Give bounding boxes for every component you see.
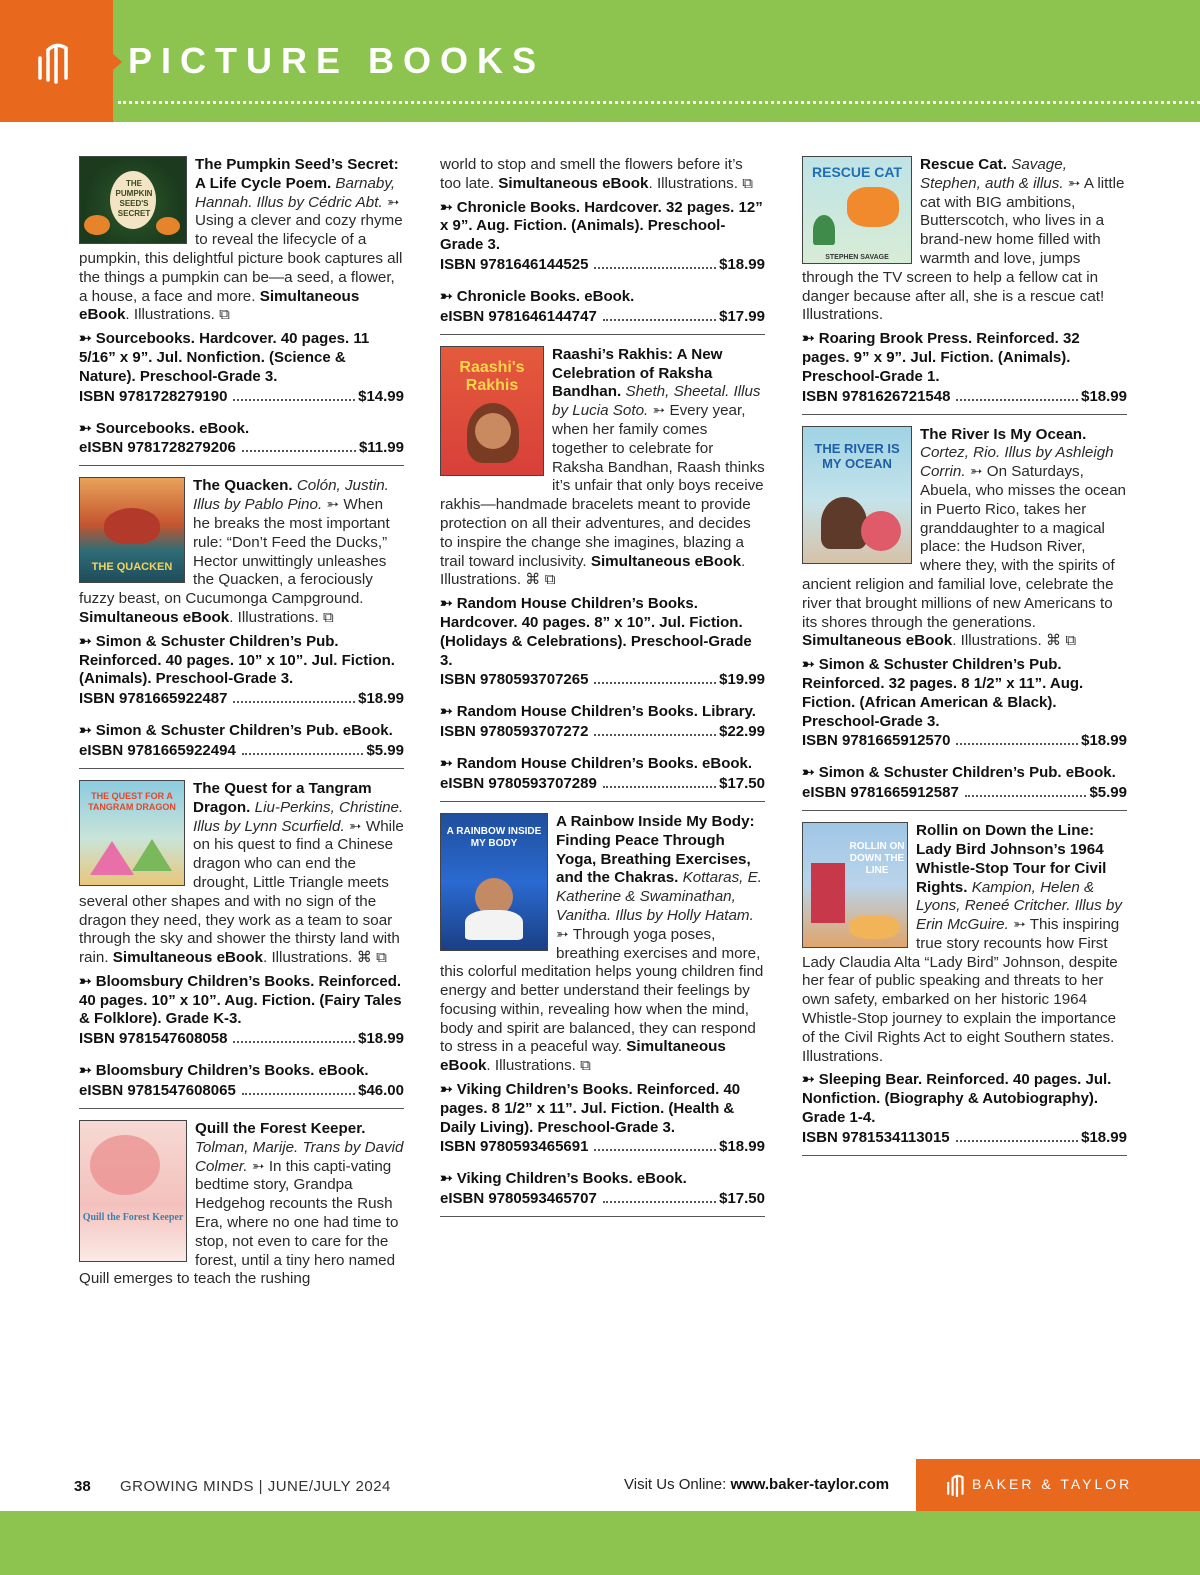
edition-info: ➳ Bloomsbury Children’s Books. eBook. — [79, 1062, 369, 1080]
book-description: While on his quest to find a Chinese dragon who can end the drought, Little Triangle meets several other shapes and with no sign of the dragon they need, they work as a team to soar through the sky and shower the thirsty land with rain. — [79, 817, 404, 967]
audio-format-icon: ⌘ — [525, 571, 541, 589]
arrow-icon: ➳ — [652, 402, 666, 420]
baker-taylor-logo — [916, 1459, 1200, 1511]
arrow-icon: ➳ — [440, 595, 457, 613]
arrow-icon: ➳ — [1067, 174, 1081, 192]
book-description: On Saturdays, Abuela, who misses the ocean in Puerto Rico, takes her granddaughter to a magical place: the Hudson River, where they, with the spirits of ancient religion and familial love, celebrate the river that brought millions of new Americans to its shores through the generations. — [802, 463, 1126, 631]
book-entry-river: THE RIVER IS MY OCEAN The River Is My Ocean. Cortez, Rio. Illus by Ashleigh Corrin. ➳ On Saturdays, Abuela, who misses the ocean in Puerto Rico, takes her granddaughter to a magical place: the Hudson River, where they, with the spirits of ancient religion and familial love, celebrate the river that brought millions of new Americans to its shores through the generations. Simultaneous eBook. Illustrations. ⌘ ⧉ ➳ Simon & Schuster Children’s Pub. Reinforced. 32 pages. 8 1/2” x 11”. Aug. Fiction. (African American & Black). Preschool-Grade 3. ISBN 9781665912570 $18.99 ➳ Simon & Schuster Children’s Pub. eBook. eISBN 9781665912587 $5.99 — [802, 426, 1127, 812]
book-format-icon: ⧉ — [219, 306, 230, 324]
book-entry-tangram: THE QUEST FOR A TANGRAM DRAGON The Quest for a Tangram Dragon. Liu-Perkins, Christine. Illus by Lynn Scurfield. ➳ While on his quest to find a Chinese dragon who can end the drought, Little Triangle meets several other shapes and with no sign of the dragon they need, they work as a team to soar through the sky and shower the thirsty land with rain. Simultaneous eBook. Illustrations. ⌘ ⧉ ➳ Bloomsbury Children’s Books. Reinforced. 40 pages. 10” x 10”. Aug. Fiction. (Fairy Tales & Folklore). Grade K-3. ISBN 9781547608058 $18.99 ➳ Bloomsbury Children’s Books. eBook. eISBN 9781547608065 $46.00 — [79, 780, 404, 1109]
book-format-icon: ⧉ — [580, 1057, 591, 1075]
arrow-icon: ➳ — [802, 330, 819, 348]
book-author: Liu-Perkins, Christine. Illus by Lynn Scurfield. — [193, 798, 404, 835]
visit-online: Visit Us Online: www.baker-taylor.com — [624, 1476, 890, 1493]
book-title: Rescue Cat. — [920, 156, 1007, 173]
book-author: Sheth, Sheetal. Illus by Lucia Soto. — [552, 383, 761, 420]
book-entry-quacken: THE QUACKEN The Quacken. Colón, Justin. Illus by Pablo Pino. ➳ When he breaks the most important rule: “Don’t Feed the Ducks,” Hector unwittingly unleashes the Quacken, a ferociously fuzzy beast, on Cucumonga Campground. Simultaneous eBook. Illustrations. ⧉ ➳ Simon & Schuster Children’s Pub. Reinforced. 40 pages. 10” x 10”. Jul. Fiction. (Animals). Preschool-Grade 3. ISBN 9781665922487 $18.99 ➳ Simon & Schuster Children’s Pub. eBook. eISBN 9781665922494 $5.99 — [79, 477, 404, 769]
isbn-row: eISBN 9781665922494 $5.99 — [79, 741, 404, 759]
simultaneous-ebook-label: Simultaneous eBook — [112, 949, 263, 967]
book-cover-quill: Quill the Forest Keeper — [79, 1120, 187, 1262]
edition-info: ➳ Random House Children’s Books. eBook. — [440, 755, 753, 773]
column-1 — [79, 156, 404, 1308]
book-author: Kampion, Helen & Lyons, Reneé Critcher. Illus by Erin McGuire. — [916, 878, 1122, 934]
isbn-row: ISBN 9781646144525 $18.99 — [440, 255, 765, 273]
book-format-icon: ⧉ — [742, 174, 754, 192]
book-description: Through yoga poses, breathing exercises and more, this colorful meditation helps young children find energy and better understand their feelings by focusing within, revealing how when the mind, body and spirit are balanced, they can respond to stress in a peaceful way. — [440, 925, 764, 1056]
book-description: When he breaks the most important rule: “Don’t Feed the Ducks,” Hector unwittingly unleashes the Quacken, a ferociously fuzzy beast, on Cucumonga Campground. — [79, 496, 390, 608]
column-2 — [440, 156, 765, 1228]
isbn-row: ISBN 9781728279190 $14.99 — [79, 387, 404, 405]
book-cover-rakhis: Raashi's Rakhis — [440, 346, 544, 476]
book-cover-rainbow: A RAINBOW INSIDE MY BODY — [440, 813, 548, 951]
arrow-icon: ➳ — [440, 1081, 457, 1099]
page-title: PICTURE BOOKS — [128, 40, 546, 81]
simultaneous-ebook-label: Simultaneous eBook — [440, 1038, 726, 1075]
edition-info: ➳ Viking Children’s Books. Reinforced. 40 pages. 8 1/2” x 11”. Jul. Fiction. (Health & Daily Living). Preschool-Grade 3. — [440, 1081, 741, 1136]
book-author: Cortez, Rio. Illus by Ashleigh Corrin. — [920, 444, 1114, 481]
book-author: Savage, Stephen, auth & illus. — [920, 156, 1067, 192]
book-cover-river: THE RIVER IS MY OCEAN — [802, 426, 912, 564]
book-format-icon: ⧉ — [544, 571, 556, 589]
arrow-icon: ➳ — [79, 722, 96, 740]
edition-info: ➳ Simon & Schuster Children’s Pub. eBook. — [79, 722, 393, 740]
edition-info: ➳ Roaring Brook Press. Reinforced. 32 pages. 9” x 9”. Jul. Fiction. (Animals). Preschool-Grade 1. — [802, 330, 1080, 385]
book-title: The Pumpkin Seed’s Secret: A Life Cycle Poem. — [195, 156, 399, 192]
book-entry-quill-continued: world to stop and smell the flowers before it’s too late. Simultaneous eBook. Illustrations. ⧉ ➳ Chronicle Books. Hardcover. 32 pages. 12” x 9”. Aug. Fiction. (Animals). Preschool-Grade 3. ISBN 9781646144525 $18.99 ➳ Chronicle Books. eBook. eISBN 9781646144747 $17.99 — [440, 156, 765, 335]
bt-logo-icon — [946, 1472, 968, 1498]
edition-info: ➳ Bloomsbury Children’s Books. Reinforced. 40 pages. 10” x 10”. Aug. Fiction. (Fairy Tales & Folklore). Grade K-3. — [79, 972, 402, 1028]
arrow-icon: ➳ — [802, 656, 819, 674]
simultaneous-ebook-label: Simultaneous eBook — [79, 287, 360, 324]
book-author: Colón, Justin. Illus by Pablo Pino. — [193, 477, 389, 514]
isbn-row: eISBN 9781728279206 $11.99 — [79, 439, 404, 457]
isbn-row: ISBN 9780593707272 $22.99 — [440, 723, 765, 741]
book-cover-pumpkin: THE PUMPKIN SEED'S SECRET — [79, 156, 187, 244]
book-entry-quill — [79, 1120, 404, 1297]
book-title: A Rainbow Inside My Body: Finding Peace Through Yoga, Breathing Exercises, and the Chakras. — [556, 812, 755, 887]
book-title: The Quest for a Tangram Dragon. — [193, 779, 372, 816]
magazine-issue: GROWING MINDS | JUNE/JULY 2024 — [120, 1478, 391, 1495]
bt-logo-icon — [36, 40, 76, 84]
isbn-row: eISBN 9780593465707 $17.50 — [440, 1190, 765, 1208]
book-author: Barnaby, Hannah. Illus by Cédric Abt. — [195, 174, 396, 211]
brand-name: BAKER & TAYLOR — [972, 1476, 1133, 1492]
isbn-row: ISBN 9781547608058 $18.99 — [79, 1030, 404, 1048]
website-link[interactable]: www.baker-taylor.com — [730, 1476, 890, 1493]
arrow-icon: ➳ — [440, 755, 457, 773]
arrow-icon: ➳ — [251, 1157, 265, 1175]
simultaneous-ebook-label: Simultaneous eBook — [79, 608, 230, 626]
column-3 — [802, 156, 1127, 1167]
book-title: The Quacken. — [193, 477, 293, 495]
arrow-icon: ➳ — [79, 1062, 96, 1080]
isbn-row: ISBN 9781665912570 $18.99 — [802, 732, 1127, 750]
arrow-icon: ➳ — [79, 419, 96, 437]
edition-info: ➳ Random House Children’s Books. Library. — [440, 703, 756, 721]
book-author: Kottaras, E. Katherine & Swaminathan, Vanitha. Illus by Holly Hatam. — [556, 869, 762, 924]
edition-info: ➳ Sleeping Bear. Reinforced. 40 pages. Jul. Nonfiction. (Biography & Autobiography). Grade 1-4. — [802, 1071, 1112, 1127]
book-cover-tangram: THE QUEST FOR A TANGRAM DRAGON — [79, 780, 185, 886]
arrow-icon: ➳ — [386, 193, 400, 211]
book-cover-rollin: ROLLIN ON DOWN THE LINE — [802, 822, 908, 948]
edition-info: ➳ Simon & Schuster Children’s Pub. Reinforced. 40 pages. 10” x 10”. Jul. Fiction. (Animals). Preschool-Grade 3. — [79, 632, 395, 688]
audio-format-icon: ⌘ — [1045, 632, 1062, 650]
book-cover-quacken: THE QUACKEN — [79, 477, 185, 583]
book-description: world to stop and smell the flowers before it’s too late. — [440, 156, 743, 192]
simultaneous-ebook-label: Simultaneous eBook — [498, 174, 649, 192]
simultaneous-ebook-label: Simultaneous eBook — [590, 552, 742, 570]
book-format-icon: ⧉ — [322, 608, 334, 626]
edition-info: ➳ Viking Children’s Books. eBook. — [440, 1170, 687, 1188]
arrow-icon: ➳ — [440, 1170, 457, 1188]
book-description: This inspiring true story recounts how First Lady Claudia Alta “Lady Bird” Johnson, despite her fear of public speaking and threats to her own safety, embarked on her historic 1964 Whistle-Stop journey to explain the importance of the Civil Rights Act to eight Southern states. Illustrations. — [802, 916, 1120, 1065]
simultaneous-ebook-label: Simultaneous eBook — [802, 632, 953, 650]
header-arrow — [113, 54, 122, 70]
book-title: Rollin on Down the Line: Lady Bird Johnson’s 1964 Whistle-Stop Tour for Civil Rights. — [916, 822, 1107, 896]
arrow-icon: ➳ — [440, 703, 457, 721]
book-description: Every year, when her family comes together to celebrate for Raksha Bandhan, Raash thinks it’s unfair that only boys receive rakhis—handmade bracelets meant to provide protection on all their adventures, and decides to inspire the change she imagines, blazing a trail toward inclusivity. — [440, 402, 765, 570]
edition-info: ➳ Random House Children’s Books. Hardcover. 40 pages. 8” x 10”. Jul. Fiction. (Holidays & Celebrations). Preschool-Grade 3. — [440, 595, 752, 669]
book-cover-rescue-cat: RESCUE CAT STEPHEN SAVAGE — [802, 156, 912, 264]
edition-info: ➳ Simon & Schuster Children’s Pub. eBook. — [802, 764, 1116, 782]
isbn-row: ISBN 9780593465691 $18.99 — [440, 1138, 765, 1156]
audio-format-icon: ⌘ — [356, 949, 372, 967]
edition-info: ➳ Sourcebooks. Hardcover. 40 pages. 11 5/16” x 9”. Jul. Nonfiction. (Science & Nature). Preschool-Grade 3. — [79, 330, 370, 385]
isbn-row: eISBN 9781646144747 $17.99 — [440, 307, 765, 325]
arrow-icon: ➳ — [440, 287, 457, 305]
arrow-icon: ➳ — [79, 972, 96, 990]
book-description: In this capti-vating bedtime story, Grandpa Hedgehog recounts the Rush Era, where no one had time to stop, not even to care for the forest, until a tiny hero named Quill emerges to teach the rushing — [79, 1157, 399, 1288]
book-title: The River Is My Ocean. — [920, 425, 1087, 443]
isbn-row: ISBN 9781534113015 $18.99 — [802, 1128, 1127, 1146]
arrow-icon: ➳ — [326, 496, 340, 514]
book-title: Quill the Forest Keeper. — [195, 1120, 366, 1138]
header-banner — [0, 0, 1200, 122]
isbn-row: eISBN 9781665912587 $5.99 — [802, 784, 1127, 802]
arrow-icon: ➳ — [1013, 916, 1026, 934]
arrow-icon: ➳ — [440, 198, 457, 216]
arrow-icon: ➳ — [802, 1071, 819, 1089]
arrow-icon: ➳ — [556, 925, 569, 943]
footer-band — [0, 1511, 1200, 1575]
isbn-row: eISBN 9781547608065 $46.00 — [79, 1082, 404, 1100]
book-format-icon: ⧉ — [1065, 632, 1077, 650]
arrow-icon: ➳ — [969, 463, 983, 481]
page-number: 38 — [74, 1478, 91, 1495]
isbn-row: eISBN 9780593707289 $17.50 — [440, 774, 765, 792]
book-entry-pumpkin: THE PUMPKIN SEED'S SECRET The Pumpkin Seed’s Secret: A Life Cycle Poem. Barnaby, Hannah. Illus by Cédric Abt. ➳ Using a clever and cozy rhyme to reveal the lifecycle of a pumpkin, this delightful picture book captures all the things a pumpkin can be—a seed, a flower, a house, a face and more. Simultaneous eBook. Illustrations. ⧉ ➳ Sourcebooks. Hardcover. 40 pages. 11 5/16” x 9”. Jul. Nonfiction. (Science & Nature). Preschool-Grade 3. ISBN 9781728279190 $14.99 ➳ Sourcebooks. eBook. eISBN 9781728279206 $11.99 — [79, 156, 404, 466]
isbn-row: ISBN 9780593707265 $19.99 — [440, 671, 765, 689]
edition-info: ➳ Chronicle Books. Hardcover. 32 pages. 12” x 9”. Aug. Fiction. (Animals). Preschool-Grade 3. — [440, 198, 763, 254]
arrow-icon: ➳ — [802, 764, 819, 782]
book-author: Tolman, Marije. Trans by David Colmer. — [195, 1138, 404, 1175]
arrow-icon: ➳ — [79, 330, 96, 348]
book-entry-rescue-cat — [802, 156, 1127, 415]
book-entry-rainbow: A RAINBOW INSIDE MY BODY A Rainbow Inside My Body: Finding Peace Through Yoga, Breathing Exercises, and the Chakras. Kottaras, E. Katherine & Swaminathan, Vanitha. Illus by Holly Hatam. ➳ Through yoga poses, breathing exercises and more, this colorful meditation helps young children find energy and better understand their feelings by focusing within, revealing how when the mind, body and spirit are balanced, they can respond to stress in a peaceful way. Simultaneous eBook. Illustrations. ⧉ ➳ Viking Children’s Books. Reinforced. 40 pages. 8 1/2” x 11”. Jul. Fiction. (Health & Daily Living). Preschool-Grade 3. ISBN 9780593465691 $18.99 ➳ Viking Children’s Books. eBook. eISBN 9780593465707 $17.50 — [440, 813, 765, 1217]
book-title: Raashi’s Rakhis: A New Celebration of Raksha Bandhan. — [552, 345, 723, 401]
book-description: Using a clever and cozy rhyme to reveal the lifecycle of a pumpkin, this delightful picture book captures all the things a pumpkin can be—a seed, a flower, a house, a face and more. — [79, 212, 403, 305]
header-dotted-rule — [118, 101, 1200, 104]
arrow-icon: ➳ — [348, 817, 362, 835]
isbn-row: ISBN 9781665922487 $18.99 — [79, 690, 404, 708]
book-entry-rollin — [802, 822, 1127, 1156]
book-description: A little cat with BIG ambitions, Butterscotch, who lives in a brand-new home filled with warmth and love, jumps through the TV screen to help a fellow cat in danger because after all, she is a rescue cat! Illustrations. — [802, 174, 1125, 324]
edition-info: ➳ Chronicle Books. eBook. — [440, 287, 635, 305]
isbn-row: ISBN 9781626721548 $18.99 — [802, 387, 1127, 405]
edition-info: ➳ Simon & Schuster Children’s Pub. Reinforced. 32 pages. 8 1/2” x 11”. Aug. Fiction. (African American & Black). Preschool-Grade 3. — [802, 656, 1084, 730]
book-format-icon: ⧉ — [376, 949, 387, 967]
edition-info: ➳ Sourcebooks. eBook. — [79, 419, 250, 437]
book-entry-rakhis: Raashi's Rakhis Raashi’s Rakhis: A New Celebration of Raksha Bandhan. Sheth, Sheetal. Illus by Lucia Soto. ➳ Every year, when her family comes together to celebrate for Raksha Bandhan, Raash thinks it’s unfair that only boys receive rakhis—handmade bracelets meant to provide protection on all their adventures, and decides to inspire the change she imagines, blazing a trail toward inclusivity. Simultaneous eBook. Illustrations. ⌘ ⧉ ➳ Random House Children’s Books. Hardcover. 40 pages. 8” x 10”. Jul. Fiction. (Holidays & Celebrations). Preschool-Grade 3. ISBN 9780593707265 $19.99 ➳ Random House Children’s Books. Library. ISBN 9780593707272 $22.99 ➳ Random House Children’s Books. eBook. eISBN 9780593707289 $17.50 — [440, 346, 765, 802]
arrow-icon: ➳ — [79, 632, 96, 650]
brand-logo — [0, 0, 113, 122]
